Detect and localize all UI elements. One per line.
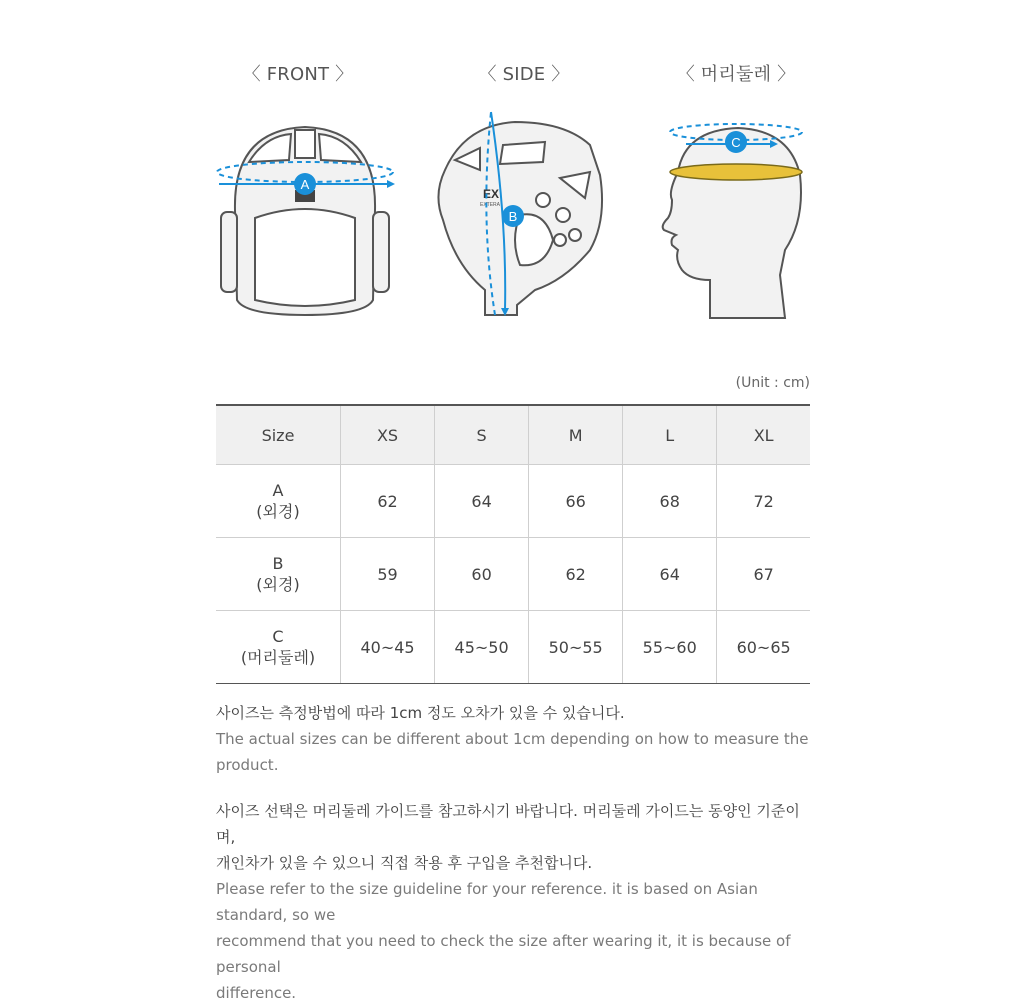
note-en-2b: recommend that you need to check the size after wearing it, it is because of personal [216,932,791,976]
note-kr-2b: 개인차가 있을 수 있으니 직접 착용 후 구입을 추천합니다. [216,854,593,872]
side-logo-top: EX [483,187,500,201]
marker-a-label: A [300,177,310,192]
table-cell: 72 [717,465,810,538]
row-sublabel: (외경) [256,502,300,521]
table-cell: 62 [529,538,623,611]
table-cell: 60~65 [717,611,810,684]
row-label-cell [216,465,341,538]
row-sublabel: (외경) [256,575,300,594]
head-circumference-diagram [650,100,820,325]
table-cell: 64 [623,538,717,611]
table-row [216,538,810,611]
marker-b-label: B [508,209,518,224]
table-cell: 45~50 [435,611,529,684]
head-circumference-title: 〈 머리둘레 〉 [676,64,796,85]
table-cell: 55~60 [623,611,717,684]
table-cell: 62 [341,465,435,538]
head-band [670,164,802,180]
row-label: B [272,554,284,573]
unit-label: (Unit : cm) [735,375,810,391]
row-label-cell [216,538,341,611]
table-row [216,611,810,684]
note-en-1: The actual sizes can be different about 1cm depending on how to measure the product. [216,730,809,774]
table-row [216,465,810,538]
table-header-row [216,405,810,465]
note-kr-2a: 사이즈 선택은 머리둘레 가이드를 참고하시기 바랍니다. 머리둘레 가이드는 동양인 기준이며, [216,802,800,846]
size-table [216,404,810,684]
table-cell: 66 [529,465,623,538]
note-en-2c: difference. [216,984,297,1002]
note-kr-1: 사이즈는 측정방법에 따라 1cm 정도 오차가 있을 수 있습니다. [216,704,625,722]
header-s: S [435,405,529,465]
header-size: Size [216,405,341,465]
row-label-cell [216,611,341,684]
marker-c-label: C [731,135,741,150]
header-l: L [623,405,717,465]
row-sublabel: (머리둘레) [240,648,316,667]
header-xs: XS [341,405,435,465]
front-helmet-diagram [205,100,405,325]
row-label: A [272,481,284,500]
table-cell: 60 [435,538,529,611]
table-cell: 50~55 [529,611,623,684]
side-title: 〈 SIDE 〉 [478,64,570,85]
row-label: C [272,627,284,646]
side-logo-bottom: EXTERA [480,202,501,208]
table-cell: 59 [341,538,435,611]
front-title: 〈 FRONT 〉 [242,64,354,85]
size-notes [216,700,816,1006]
note-en-2a: Please refer to the size guideline for your reference. it is based on Asian standard, so we [216,880,758,924]
table-cell: 40~45 [341,611,435,684]
table-cell: 68 [623,465,717,538]
header-m: M [529,405,623,465]
side-helmet-diagram [425,100,620,330]
header-xl: XL [717,405,810,465]
table-cell: 64 [435,465,529,538]
table-cell: 67 [717,538,810,611]
